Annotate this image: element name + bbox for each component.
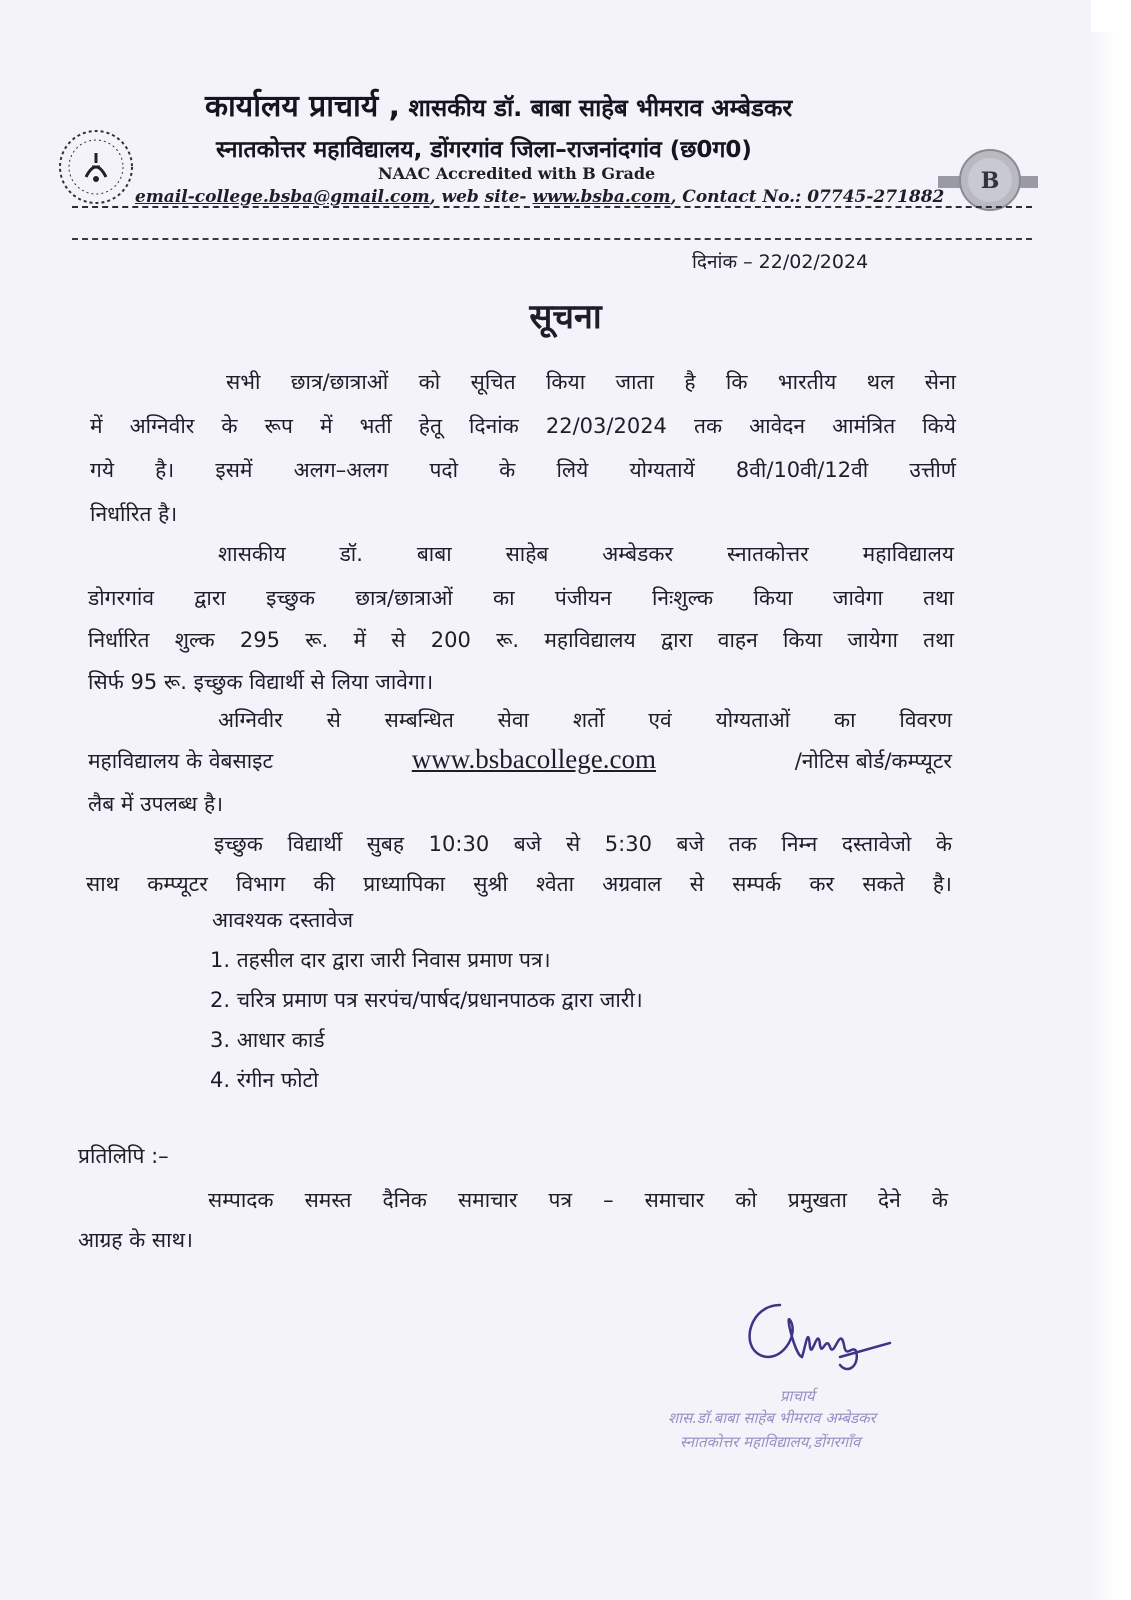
header-contact-line: [135, 187, 944, 207]
copy-label: प्रतिलिपि :–: [78, 1144, 169, 1168]
document-item-4: 4. रंगीन फोटो: [210, 1068, 319, 1092]
para4-line-2: साथ कम्प्यूटर विभाग की प्राध्यापिका सुश्री श्वेता अग्रवाल से सम्पर्क कर सकते है।: [86, 872, 952, 896]
para1-line-1: सभी छात्र/छात्राओं को सूचित किया जाता है कि भारतीय थल सेना: [226, 370, 956, 394]
document-item-1: 1. तहसील दार द्वारा जारी निवास प्रमाण पत्र।: [210, 948, 551, 972]
para3-line-1: अग्निवीर से सम्बन्धित सेवा शर्तो एवं योग्यताओं का विवरण: [218, 708, 952, 732]
website-label: महाविद्यालय के वेबसाइट: [88, 749, 274, 773]
paper-edge: [1091, 0, 1131, 1600]
para3-line-3: लैब में उपलब्ध है।: [88, 792, 224, 816]
naac-grade-badge-icon: [938, 146, 1038, 222]
document-item-3: 3. आधार कार्ड: [210, 1028, 325, 1052]
college-website-link-body[interactable]: www.bsbacollege.com: [411, 744, 656, 774]
stamp-college-line-1: शास.डॉ.बाबा साहेब भीमराव अम्बेडकर: [668, 1409, 876, 1427]
header-office-line: [205, 84, 792, 125]
para1-line-2: में अग्निवीर के रूप में भर्ती हेतू दिनांक 22/03/2024 तक आवेदन आमंत्रित किये: [90, 414, 956, 438]
college-email-link[interactable]: email-college.bsba@gmail.com: [135, 187, 430, 207]
header-divider: [72, 206, 1032, 208]
website-prefix: , web site-: [429, 187, 527, 207]
para2-line-2: डोगरगांव द्वारा इच्छुक छात्र/छात्राओं का पंजीयन निःशुल्क किया जावेगा तथा: [88, 586, 954, 610]
naac-accreditation: NAAC Accredited with B Grade: [378, 164, 656, 183]
header-office-title: कार्यालय प्राचार्य ,: [205, 89, 401, 124]
header-college-name: शासकीय डॉ. बाबा साहेब भीमराव अम्बेडकर: [408, 94, 793, 122]
stamp-college-line-2: स्नातकोत्तर महाविद्यालय,डोंगरगाँव: [680, 1433, 861, 1451]
contact-number: , Contact No.: 07745-271882: [670, 187, 945, 207]
notice-title: सूचना: [529, 297, 602, 337]
para4-line-1: इच्छुक विद्यार्थी सुबह 10:30 बजे से 5:30 बजे तक निम्न दस्तावेजो के: [214, 832, 952, 856]
copy-line-2: आग्रह के साथ।: [78, 1228, 193, 1252]
notice-date: दिनांक – 22/02/2024: [692, 251, 869, 273]
documents-heading: आवश्यक दस्तावेज: [212, 908, 354, 932]
para2-line-1: शासकीय डॉ. बाबा साहेब अम्बेडकर स्नातकोत्तर महाविद्यालय: [218, 542, 954, 566]
principal-signature: [740, 1285, 900, 1385]
para3-line-2: [88, 744, 952, 775]
svg-text:B: B: [980, 168, 1000, 194]
document-item-2: 2. चरित्र प्रमाण पत्र सरपंच/पार्षद/प्रधानपाठक द्वारा जारी।: [210, 988, 643, 1012]
website-suffix: /नोटिस बोर्ड/कम्प्यूटर: [794, 749, 952, 773]
para1-line-3: गये है। इसमें अलग–अलग पदो के लिये योग्यतायें 8वी/10वी/12वी उत्तीर्ण: [90, 458, 956, 482]
para1-line-4: निर्धारित है।: [90, 502, 178, 526]
copy-line-1: सम्पादक समस्त दैनिक समाचार पत्र – समाचार को प्रमुखता देने के: [208, 1188, 948, 1212]
college-emblem-icon: [56, 127, 136, 207]
header-college-address: स्नातकोत्तर महाविद्यालय, डोंगरगांव जिला–राजनांदगांव (छ0ग0): [216, 137, 752, 163]
para2-line-3: निर्धारित शुल्क 295 रू. में से 200 रू. महाविद्यालय द्वारा वाहन किया जायेगा तथा: [88, 628, 954, 652]
college-website-link[interactable]: www.bsba.com: [532, 187, 671, 207]
stamp-designation: प्राचार्य: [780, 1387, 815, 1405]
header-divider-lower: [72, 238, 1032, 240]
para2-line-4: सिर्फ 95 रू. इच्छुक विद्यार्थी से लिया जावेगा।: [88, 670, 434, 694]
